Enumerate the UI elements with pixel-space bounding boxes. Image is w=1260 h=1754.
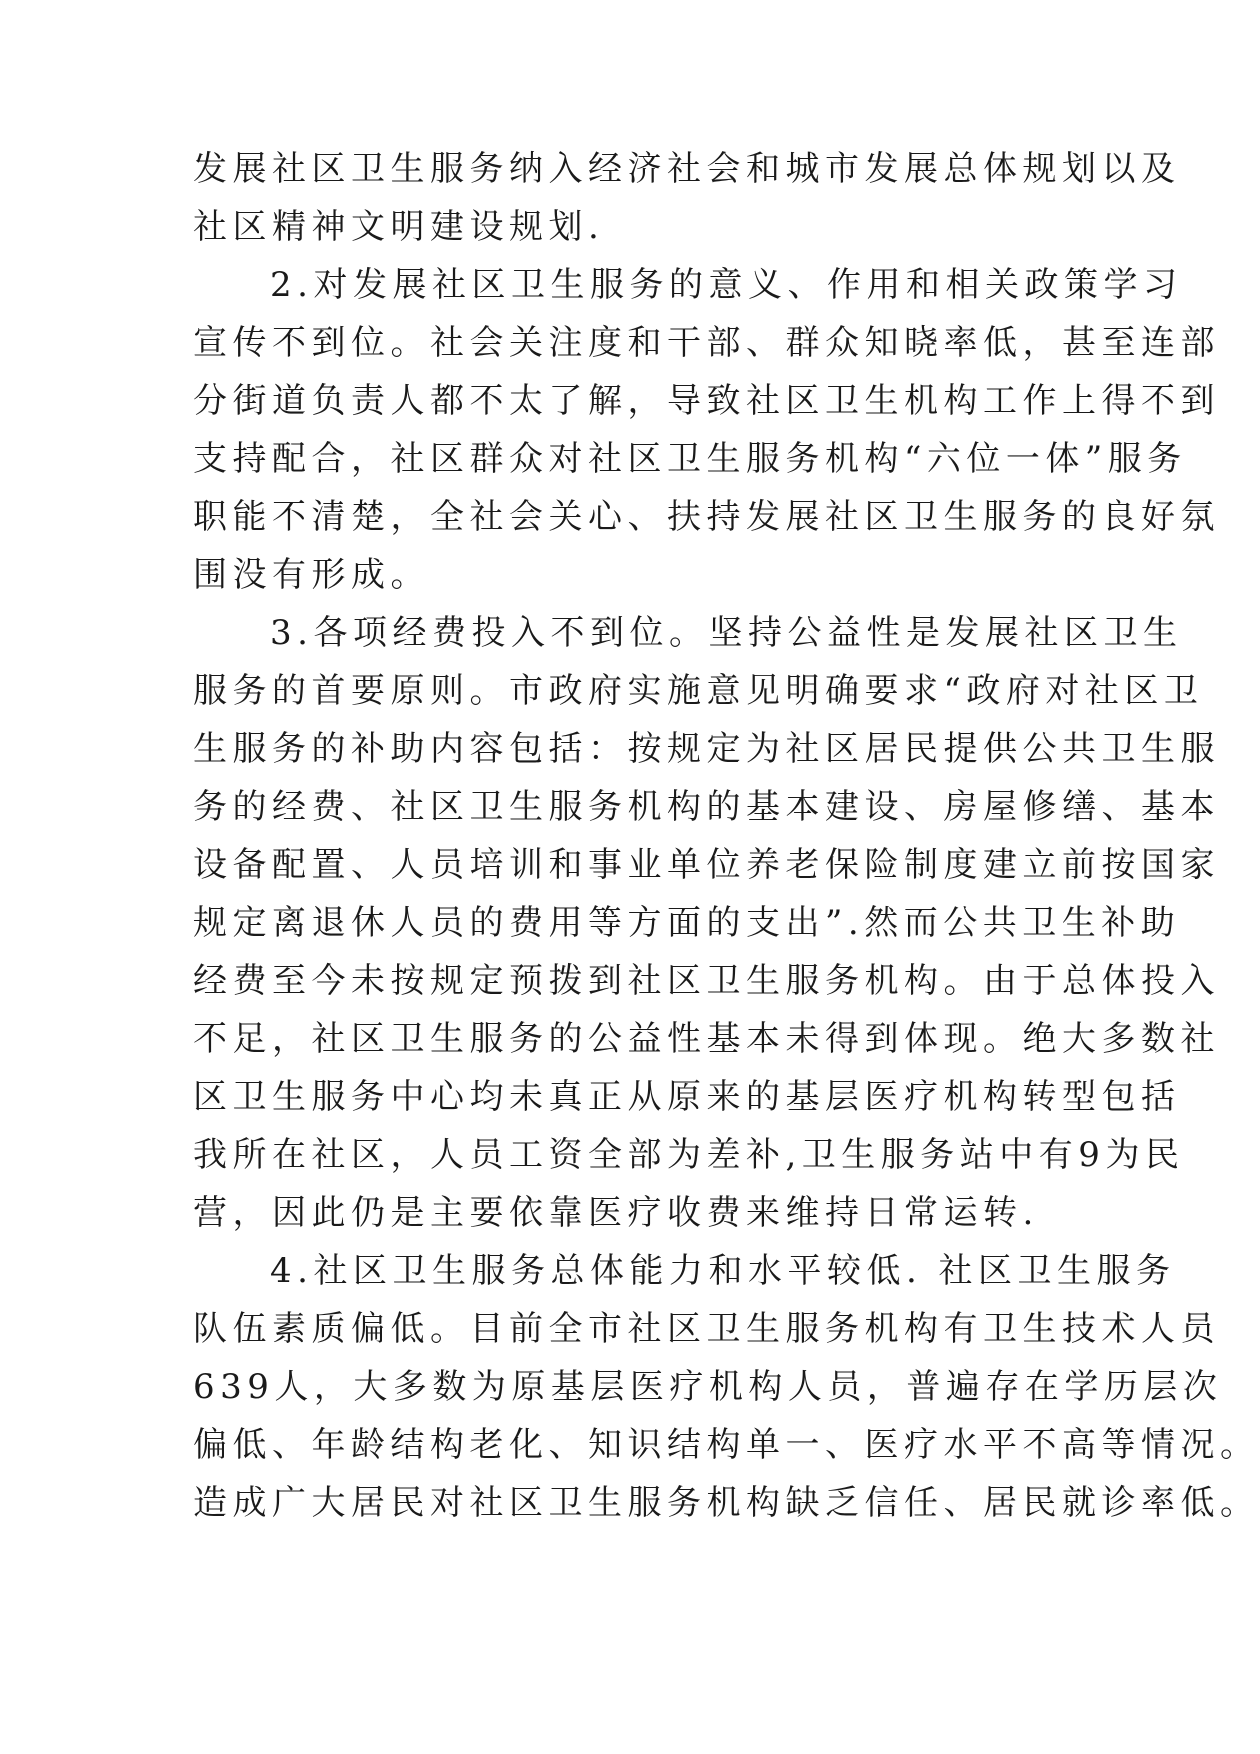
paragraph-1-line-2: 社区精神文明建设规划. xyxy=(193,207,605,247)
paragraph-3-line-3: 生服务的补助内容包括：按规定为社区居民提供公共卫生服 xyxy=(193,729,1220,769)
paragraph-4-line-2: 队伍素质偏低。目前全市社区卫生服务机构有卫生技术人员 xyxy=(193,1309,1220,1349)
paragraph-4-line-4: 偏低、年龄结构老化、知识结构单一、医疗水平不高等情况。 xyxy=(193,1425,1260,1465)
paragraph-3-line-5: 设备配置、人员培训和事业单位养老保险制度建立前按国家 xyxy=(193,845,1220,885)
paragraph-1-line-1: 发展社区卫生服务纳入经济社会和城市发展总体规划以及 xyxy=(193,149,1181,189)
paragraph-3-line-7: 经费至今未按规定预拨到社区卫生服务机构。由于总体投入 xyxy=(193,961,1220,1001)
paragraph-4-line-5: 造成广大居民对社区卫生服务机构缺乏信任、居民就诊率低。 xyxy=(193,1483,1260,1523)
paragraph-3-line-4: 务的经费、社区卫生服务机构的基本建设、房屋修缮、基本 xyxy=(193,787,1220,827)
paragraph-3-line-1: 3.各项经费投入不到位。坚持公益性是发展社区卫生 xyxy=(270,613,1183,653)
paragraph-3-line-2: 服务的首要原则。市政府实施意见明确要求“政府对社区卫 xyxy=(193,671,1204,711)
paragraph-3-line-10: 我所在社区，人员工资全部为差补,卫生服务站中有9为民 xyxy=(193,1135,1185,1175)
paragraph-2-line-1: 2.对发展社区卫生服务的意义、作用和相关政策学习 xyxy=(270,265,1183,305)
paragraph-3-line-11: 营，因此仍是主要依靠医疗收费来维持日常运转. xyxy=(193,1193,1039,1233)
paragraph-2-line-6: 围没有形成。 xyxy=(193,555,430,595)
paragraph-2-line-4: 支持配合，社区群众对社区卫生服务机构“六位一体”服务 xyxy=(193,439,1187,479)
paragraph-4-line-3: 639人，大多数为原基层医疗机构人员，普遍存在学历层次 xyxy=(193,1367,1223,1407)
paragraph-3-line-9: 区卫生服务中心均未真正从原来的基层医疗机构转型包括 xyxy=(193,1077,1181,1117)
paragraph-3-line-6: 规定离退休人员的费用等方面的支出”.然而公共卫生补助 xyxy=(193,903,1181,943)
paragraph-4-line-1: 4.社区卫生服务总体能力和水平较低. 社区卫生服务 xyxy=(270,1251,1176,1291)
paragraph-2-line-3: 分街道负责人都不太了解，导致社区卫生机构工作上得不到 xyxy=(193,381,1220,421)
paragraph-2-line-5: 职能不清楚，全社会关心、扶持发展社区卫生服务的良好氛 xyxy=(193,497,1220,537)
paragraph-2-line-2: 宣传不到位。社会关注度和干部、群众知晓率低，甚至连部 xyxy=(193,323,1220,363)
paragraph-3-line-8: 不足，社区卫生服务的公益性基本未得到体现。绝大多数社 xyxy=(193,1019,1220,1059)
